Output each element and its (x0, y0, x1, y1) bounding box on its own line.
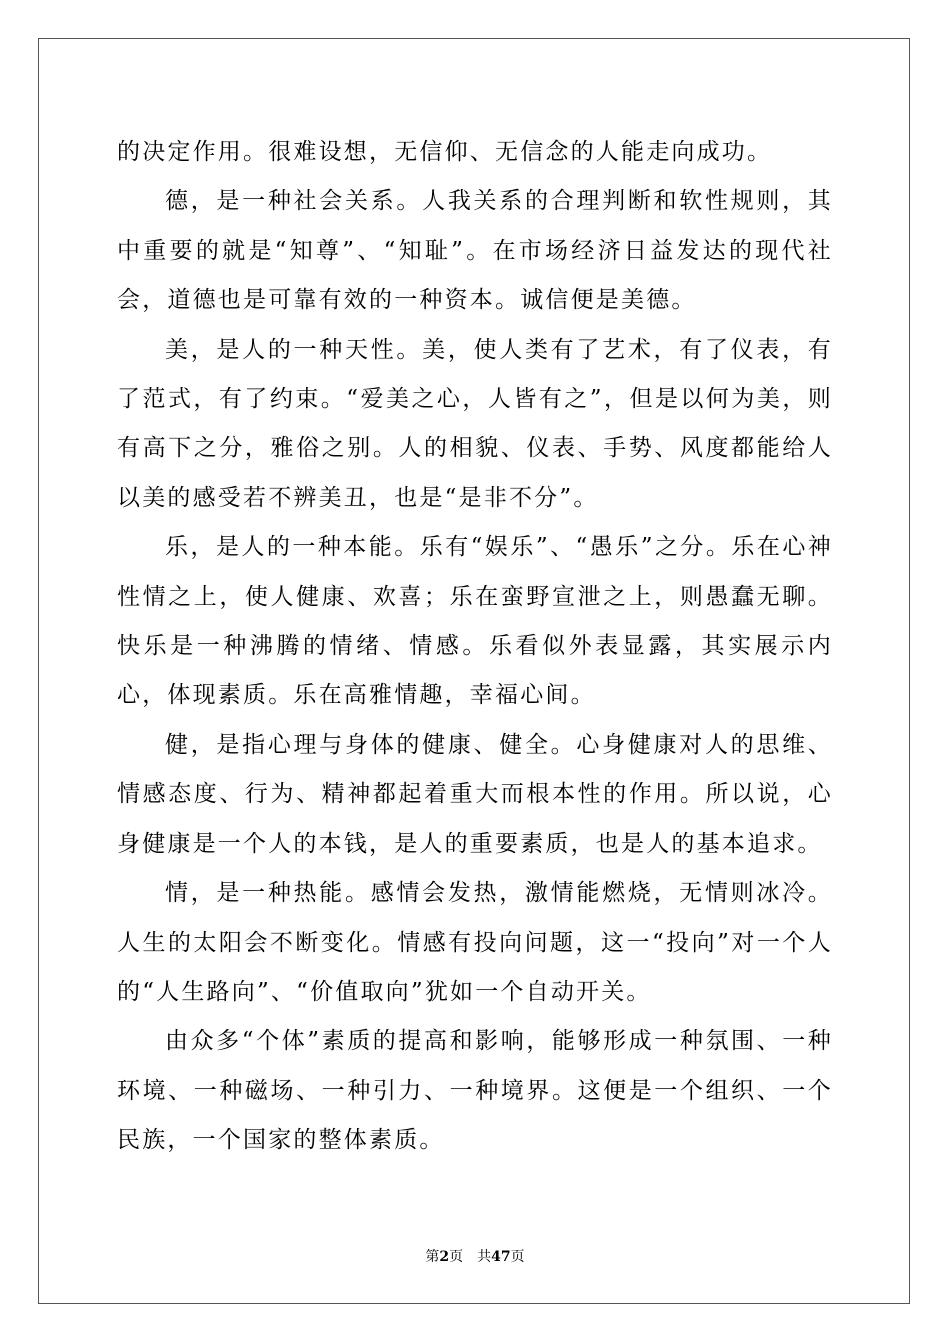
paragraph: 德，是一种社会关系。人我关系的合理判断和软性规则，其中重要的就是“知尊”、“知耻”。在市场经济日益发达的现代社会，道德也是可靠有效的一种资本。诚信便是美德。 (117, 188, 833, 314)
page-prefix: 第 (425, 1249, 440, 1265)
paragraph: 乐，是人的一种本能。乐有“娱乐”、“愚乐”之分。乐在心神性情之上，使人健康、欢喜；乐在蛮野宣泄之上，则愚蠢无聊。快乐是一种沸腾的情绪、情感。乐看似外表显露，其实展示内心，体现素质。乐在高雅情趣，幸福心间。 (117, 534, 833, 709)
document-body (117, 128, 833, 1166)
paragraph: 情，是一种热能。感情会发热，激情能燃烧，无情则冰冷。人生的太阳会不断变化。情感有投向问题，这一“投向”对一个人的“人生路向”、“价值取向”犹如一个自动开关。 (117, 880, 833, 1005)
paragraph: 美，是人的一种天性。美，使人类有了艺术，有了仪表，有了范式，有了约束。“爱美之心，人皆有之”，但是以何为美，则有高下之分，雅俗之别。人的相貌、仪表、手势、风度都能给人以美的感受若不辨美丑，也是“是非不分”。 (117, 336, 833, 511)
total-prefix: 共 (477, 1249, 492, 1265)
paragraph: 健，是指心理与身体的健康、健全。心身健康对人的思维、情感态度、行为、精神都起着重大而根本性的作用。所以说，心身健康是一个人的本钱，是人的重要素质，也是人的基本追求。 (117, 731, 833, 857)
total-suffix: 页 (510, 1249, 525, 1265)
page-number: 2 (439, 1249, 450, 1265)
paragraph: 由众多“个体”素质的提高和影响，能够形成一种氛围、一种环境、一种磁场、一种引力、一种境界。这便是一个组织、一个民族，一个国家的整体素质。 (117, 1028, 833, 1154)
page-footer (0, 1248, 950, 1266)
page-suffix: 页 (449, 1249, 464, 1265)
paragraph: 的决定作用。很难设想，无信仰、无信念的人能走向成功。 (117, 139, 773, 165)
total-pages: 47 (491, 1249, 511, 1265)
